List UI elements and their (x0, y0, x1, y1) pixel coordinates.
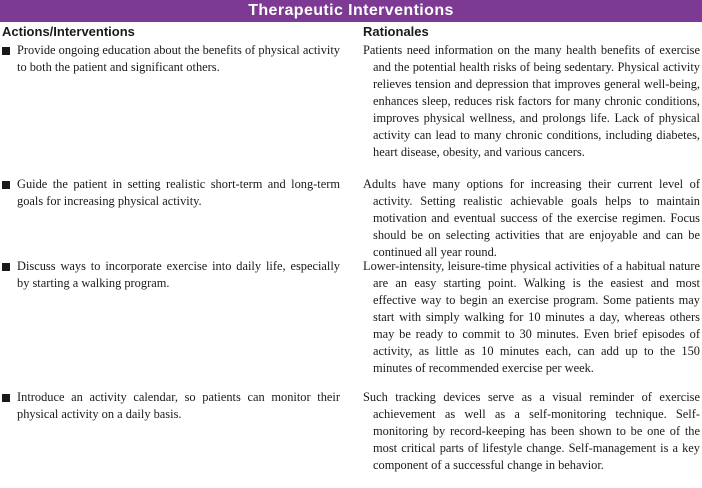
rationale-text: Adults have many options for increasing their current level of activity. Setting realistic achievable goals helps to maintain motivation and eventual success of the exercise regimen. Focus should be on selecting activities that are enjoyable and can be continued all year round. (363, 177, 700, 259)
square-bullet-icon (2, 181, 10, 189)
square-bullet-icon (2, 263, 10, 271)
section-banner (0, 0, 702, 22)
column-header-rationales: Rationales (363, 24, 429, 39)
square-bullet-icon (2, 47, 10, 55)
square-bullet-icon (2, 394, 10, 402)
rationale-text: Lower-intensity, leisure-time physical activities of a habitual nature are an easy starting point. Walking is the easiest and most effective way to begin an exercise program. Some patients may start with simply walking for 10 minutes a day, whereas others may be ready to commit to 30 minutes. Even brief episodes of activity, as little as 10 minutes each, can add up to the 150 minutes of recommended exercise per week. (363, 259, 700, 375)
column-header-actions: Actions/Interventions (2, 24, 135, 39)
banner-title: Therapeutic Interventions (248, 2, 454, 19)
action-text: Provide ongoing education about the benefits of physical activity to both the patient and significant others. (17, 43, 340, 74)
rationale-text: Patients need information on the many health benefits of exercise and the potential health risks of being sedentary. Physical activity relieves tension and depression that improves general well-being, enhances sleep, reduces risk factors for many chronic conditions, improves physical wellness, and prolongs life. Lack of physical activity can lead to many chronic conditions, including diabetes, heart disease, obesity, and various cancers. (363, 43, 700, 159)
action-text: Introduce an activity calendar, so patients can monitor their physical activity on a daily basis. (17, 390, 340, 421)
action-text: Guide the patient in setting realistic short-term and long-term goals for increasing physical activity. (17, 177, 340, 208)
rationale-text: Such tracking devices serve as a visual reminder of exercise achievement as well as a self-monitoring technique. Self-monitoring by record-keeping has been shown to be one of the most critical parts of lifestyle change. Self-management is a key component of a successful change in behavior. (363, 390, 700, 472)
action-text: Discuss ways to incorporate exercise into daily life, especially by starting a walking program. (17, 259, 340, 290)
